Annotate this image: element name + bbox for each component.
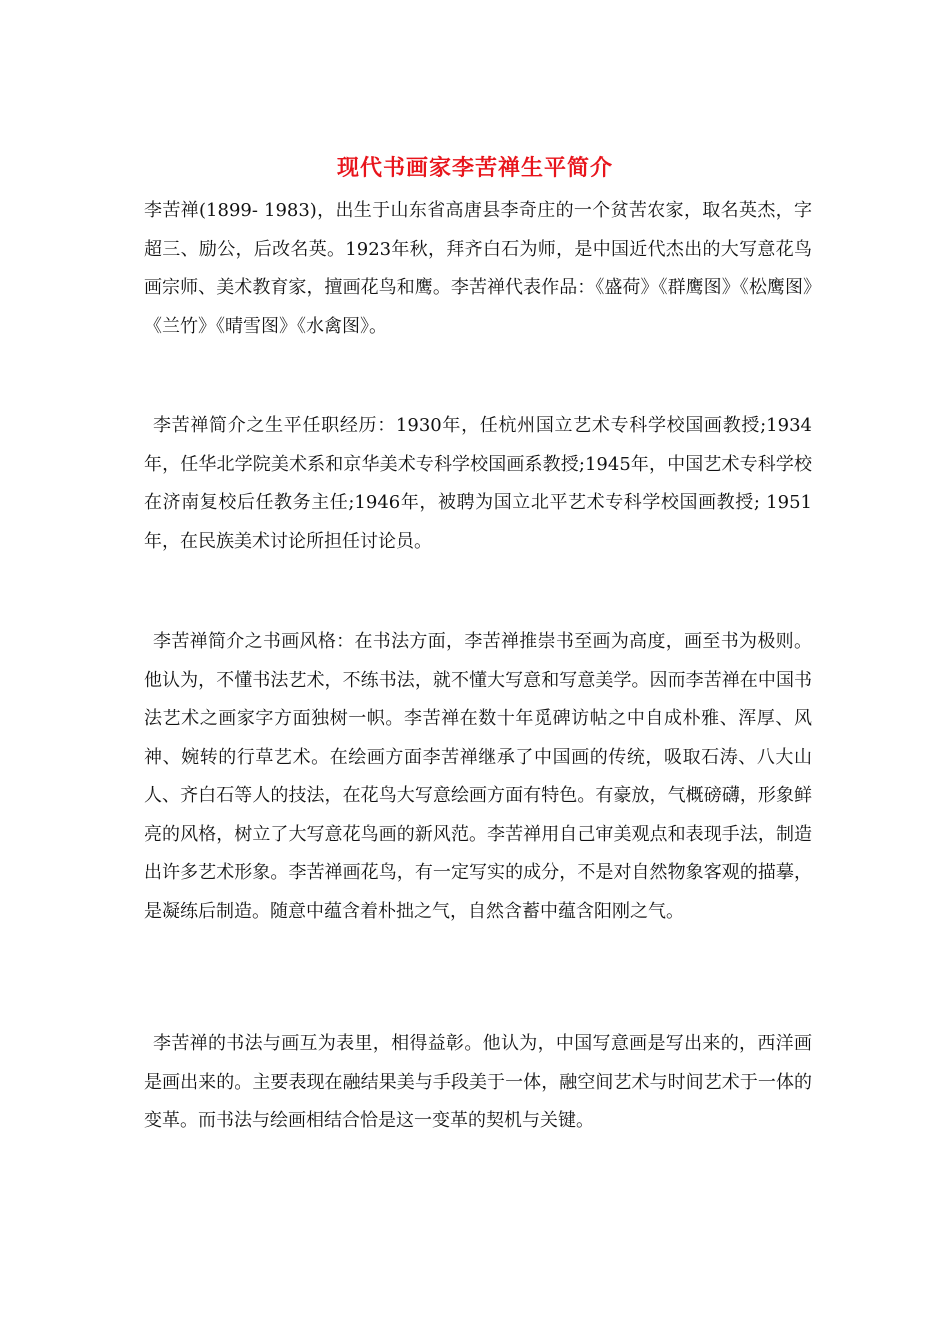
paragraph-intro: 李苦禅(1899- 1983)，出生于山东省高唐县李奇庄的一个贫苦农家，取名英杰，字超三、励公，后改名英。1923年秋，拜齐白石为师，是中国近代杰出的大写意花鸟画宗师、美术教育家，擅画花鸟和鹰。李苦禅代表作品：《盛荷》《群鹰图》《松鹰图》《兰竹》《晴雪图》《水禽图》。 [144, 200, 812, 337]
paragraph-career: 李苦禅简介之生平任职经历：1930年，任杭州国立艺术专科学校国画教授;1934年，任华北学院美术系和京华美术专科学校国画系教授;1945年，中国艺术专科学校在济南复校后任教务主任;1946年，被聘为国立北平艺术专科学校国画教授; 1951年，在民族美术讨论所担任讨论员。 [144, 415, 812, 552]
paragraph-calligraphy: 李苦禅的书法与画互为表里，相得益彰。他认为，中国写意画是写出来的，西洋画是画出来的。主要表现在融结果美与手段美于一体，融空间艺术与时间艺术于一体的变革。而书法与绘画相结合恰是这一变革的契机与关键。 [144, 1033, 812, 1131]
page-title: 现代书画家李苦禅生平简介 [336, 155, 613, 181]
paragraph-style: 李苦禅简介之书画风格：在书法方面，李苦禅推崇书至画为高度，画至书为极则。他认为，不懂书法艺术，不练书法，就不懂大写意和写意美学。因而李苦禅在中国书法艺术之画家字方面独树一帜。李苦禅在数十年觅碑访帖之中自成朴雅、浑厚、风神、婉转的行草艺术。在绘画方面李苦禅继承了中国画的传统，吸取石涛、八大山人、齐白石等人的技法，在花鸟大写意绘画方面有特色。有豪放，气概磅礴，形象鲜亮的风格，树立了大写意花鸟画的新风范。李苦禅用自己审美观点和表现手法，制造出许多艺术形象。李苦禅画花鸟，有一定写实的成分，不是对自然物象客观的描摹，是凝练后制造。随意中蕴含着朴拙之气，自然含蓄中蕴含阳刚之气。 [144, 631, 812, 922]
